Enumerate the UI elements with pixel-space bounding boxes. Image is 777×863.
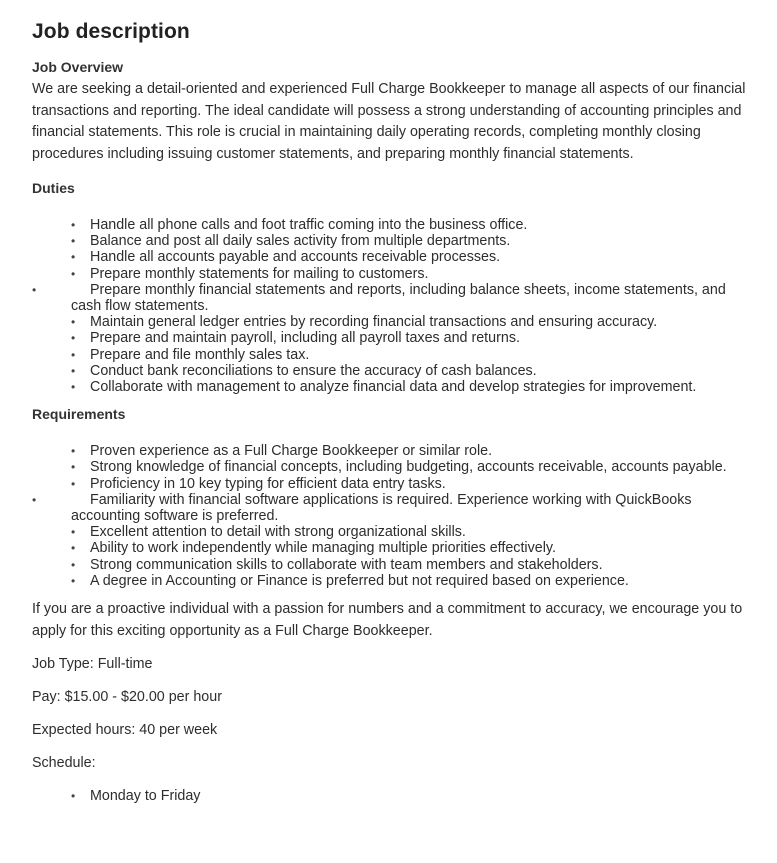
list-item: • Conduct bank reconciliations to ensure the accuracy of cash balances.: [71, 363, 752, 379]
list-item: • Strong communication skills to collaborate with team members and stakeholders.: [71, 557, 752, 573]
list-item: • Prepare and maintain payroll, including all payroll taxes and returns.: [71, 330, 752, 346]
overview-heading: Job Overview: [32, 59, 124, 75]
schedule-label: Schedule:: [32, 755, 96, 772]
job-type: Job Type: Full-time: [32, 656, 153, 673]
list-item: • Ability to work independently while managing multiple priorities effectively.: [71, 540, 752, 556]
list-item: • Handle all phone calls and foot traffic coming into the business office.: [71, 217, 752, 233]
overview-section: [32, 58, 752, 165]
list-item: • Prepare and file monthly sales tax.: [71, 347, 752, 363]
pay-range: Pay: $15.00 - $20.00 per hour: [32, 689, 222, 706]
overview-text: We are seeking a detail-oriented and experienced Full Charge Bookkeeper to manage all aspects of our financial transactions and reporting. The ideal candidate will possess a strong understanding of accounting principles and financial statements. This role is crucial in maintaining daily operating records, completing monthly closing procedures including issuing customer statements, and preparing monthly financial statements.: [32, 81, 746, 162]
duties-section: [32, 179, 752, 395]
list-item: • Collaborate with management to analyze financial data and develop strategies for improvement.: [71, 379, 752, 395]
duties-heading: Duties: [32, 180, 75, 196]
list-item: • Prepare monthly statements for mailing to customers.: [71, 266, 752, 282]
schedule-list: [71, 788, 752, 804]
list-item: • Balance and post all daily sales activity from multiple departments.: [71, 233, 752, 249]
page-title: Job description: [32, 20, 190, 43]
list-item: • Prepare monthly financial statements and reports, including balance sheets, income statements, and cash flow statements.: [32, 282, 752, 314]
list-item: • Proficiency in 10 key typing for efficient data entry tasks.: [71, 476, 752, 492]
list-item: • Familiarity with financial software applications is required. Experience working with QuickBooks accounting software is preferred.: [32, 492, 752, 524]
requirements-list: [71, 443, 752, 589]
expected-hours: Expected hours: 40 per week: [32, 722, 218, 739]
list-item: • Monday to Friday: [71, 788, 752, 804]
requirements-section: [32, 405, 752, 589]
list-item: • Handle all accounts payable and accounts receivable processes.: [71, 249, 752, 265]
list-item: • Proven experience as a Full Charge Bookkeeper or similar role.: [71, 443, 752, 459]
list-item: • Maintain general ledger entries by recording financial transactions and ensuring accuracy.: [71, 314, 752, 330]
closing-paragraph: If you are a proactive individual with a passion for numbers and a commitment to accuracy, we encourage you to apply for this exciting opportunity as a Full Charge Bookkeeper.: [32, 601, 743, 639]
list-item: • Excellent attention to detail with strong organizational skills.: [71, 524, 752, 540]
duties-list: [71, 217, 752, 395]
list-item: • Strong knowledge of financial concepts, including budgeting, accounts receivable, accounts payable.: [71, 459, 752, 475]
list-item: • A degree in Accounting or Finance is preferred but not required based on experience.: [71, 573, 752, 589]
requirements-heading: Requirements: [32, 406, 126, 423]
